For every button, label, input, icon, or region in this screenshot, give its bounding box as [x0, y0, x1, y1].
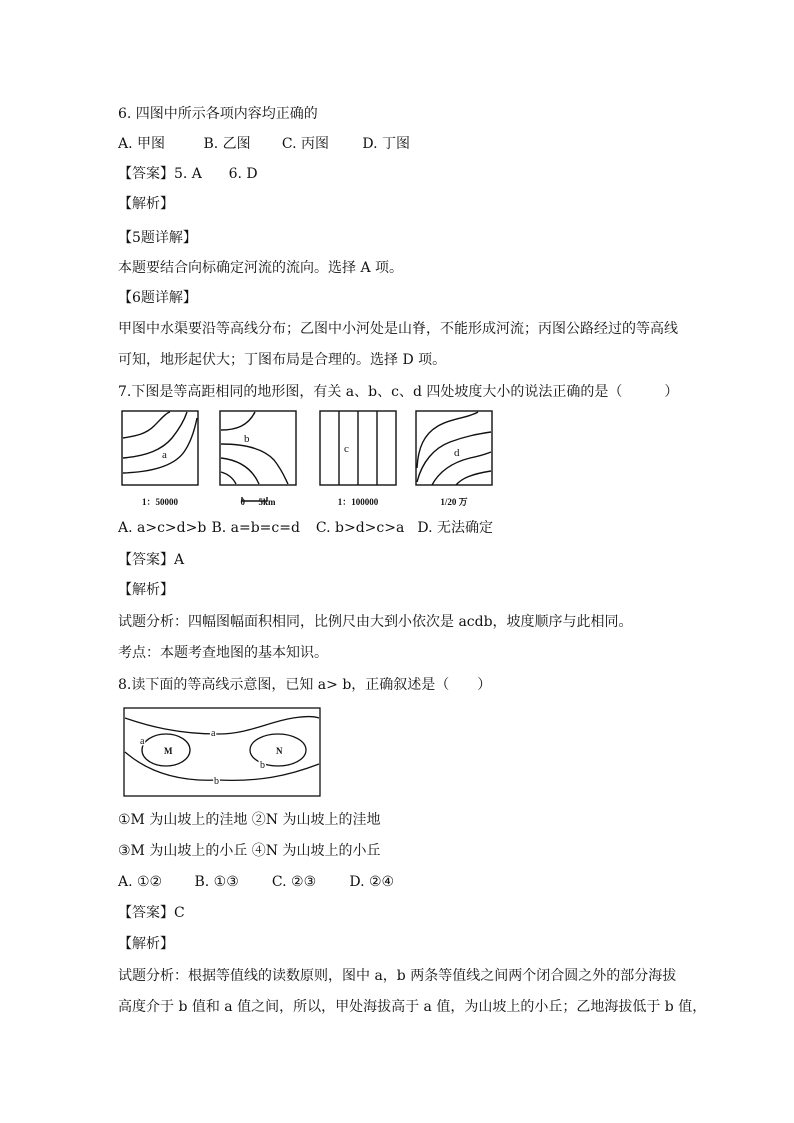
q8-analysis-line1: 试题分析：根据等值线的读数原则，图中 a，b 两条等值线之间两个闭合圆之外的部分海拔 [118, 968, 677, 984]
q7-panel-c-letter: c [344, 443, 349, 455]
q5-detail-text: 本题要结合向标确定河流的流向。选择 A 项。 [118, 260, 404, 276]
q7-panel-b-letter: b [244, 433, 250, 445]
q8-answer: 【答案】C [118, 905, 185, 921]
q7-stem: 7.下图是等高距相同的地形图，有关 a、b、c、d 四处坡度大小的说法正确的是（ ） [118, 384, 679, 400]
q6-detail-line1: 甲图中水渠要沿等高线分布；乙图中小河处是山脊，不能形成河流；丙图公路经过的等高线 [118, 321, 678, 337]
q8-label-n: N [276, 746, 283, 756]
q7-panel-d-scale: 1/20 万 [440, 497, 468, 507]
q8-contour-figure [118, 702, 328, 800]
q7-option-d: D. 无法确定 [417, 520, 493, 536]
q7-analysis: 试题分析：四幅图幅面积相同，比例尺由大到小依次是 acdb，坡度顺序与此相同。 [118, 614, 633, 630]
q8-figure-frame [124, 708, 320, 796]
q7-panel-a-letter: a [162, 449, 167, 461]
q8-label-b-n: b [260, 760, 265, 771]
q8-label-b-lower: b [214, 776, 219, 787]
q7-options [118, 518, 493, 538]
q7-option-a: A. a>c>d>b [118, 520, 207, 536]
q7-panel-a-scale: 1：50000 [141, 497, 179, 507]
q6-option-a: A. 甲图 [118, 136, 166, 152]
q8-label-a-upper: a [211, 728, 216, 739]
q5-detail-heading: 【5题详解】 [118, 230, 197, 246]
q6-option-c: C. 丙图 [281, 136, 330, 152]
q7-answer: 【答案】A [118, 552, 185, 568]
q8-statement1: ①M 为山坡上的洼地 ②N 为山坡上的洼地 [118, 812, 381, 828]
q8-option-d: D. ②④ [349, 874, 395, 890]
q8-analysis-label: 【解析】 [118, 936, 174, 952]
q8-stem: 8.读下面的等高线示意图，已知 a> b，正确叙述是（ ） [118, 677, 492, 693]
q8-statement2: ③M 为山坡上的小丘 ④N 为山坡上的小丘 [118, 843, 381, 859]
q8-label-m: M [164, 746, 173, 756]
q7-option-c: C. b>d>c>a [315, 520, 405, 536]
q7-analysis-label: 【解析】 [118, 582, 174, 598]
q6-detail-heading: 【6题详解】 [118, 290, 197, 306]
q8-analysis-line2: 高度介于 b 值和 a 值之间，所以，甲处海拔高于 a 值，为山坡上的小丘；乙地海拔低于 b 值， [118, 999, 707, 1015]
q6-option-d: D. 丁图 [362, 136, 410, 152]
q8-option-c: C. ②③ [271, 874, 317, 890]
q8-option-a: A. ①② [118, 874, 163, 890]
answer-5-6: 【答案】5. A 6. D [118, 166, 258, 182]
q7-option-b: B. a=b=c=d [211, 520, 300, 536]
analysis-label: 【解析】 [118, 196, 174, 212]
q7-contour-figure [118, 408, 498, 512]
q6-option-b: B. 乙图 [203, 136, 251, 152]
q6-detail-line2: 可知，地形起伏大；丁图布局是合理的。选择 D 项。 [118, 352, 447, 368]
q7-point: 考点：本题考查地图的基本知识。 [118, 645, 328, 661]
q8-options [118, 872, 394, 892]
q7-panel-b-scale: 0 5km [240, 497, 276, 507]
q7-panel-d-letter: d [454, 447, 460, 459]
q7-panel-c-scale: 1：100000 [337, 497, 379, 507]
q7-panel-b-frame [220, 411, 296, 485]
q6-options [118, 134, 410, 154]
q6-stem: 6. 四图中所示各项内容均正确的 [118, 106, 318, 122]
q8-label-a-m: a [140, 736, 145, 747]
q8-option-b: B. ①③ [194, 874, 239, 890]
